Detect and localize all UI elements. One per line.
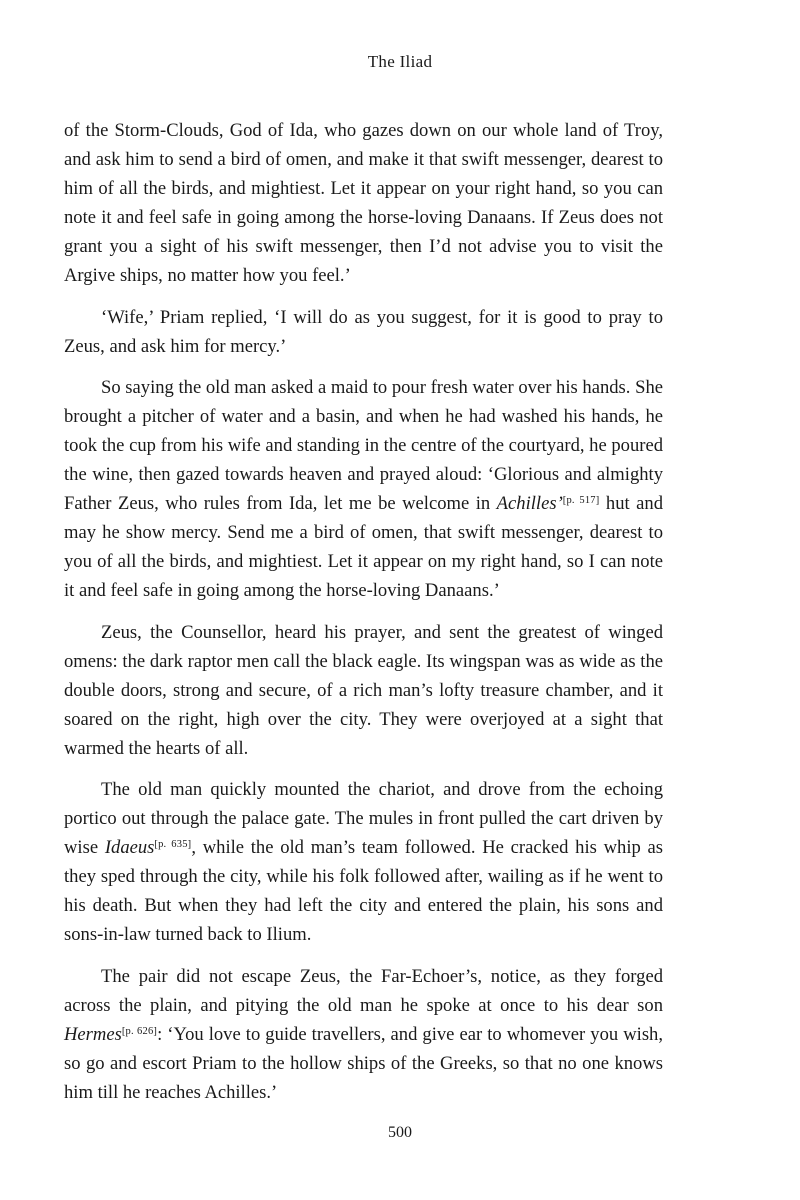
running-head-title: The Iliad xyxy=(367,52,433,71)
paragraph-5 xyxy=(64,775,663,950)
paragraph-6 xyxy=(64,962,663,1107)
paragraph-text: Zeus, the Counsellor, heard his prayer, and sent the greatest of winged omens: the dark raptor men call the black eagle. Its wingspan was as wide as the double doors, strong and secure, of a rich man’s lofty treasure chamber, and it soared on the right, high over the city. They were overjoyed at a sight that warmed the hearts of all. xyxy=(64,621,663,759)
paragraph-text: hut and may he show mercy. Send me a bird of omen, that swift messenger, dearest to you of all the birds, and mightiest. Let it appear on my right hand, so I can note it and feel safe in going among the horse-loving Danaans.’ xyxy=(64,493,663,602)
italic-name-link[interactable]: Idaeus xyxy=(104,837,155,859)
paragraph-text: So saying the old man asked a maid to pour fresh water over his hands. She brought a pitcher of water and a basin, and when he had washed his hands, he took the cup from his wife and standing in the centre of the courtyard, he poured the wine, then gazed towards heaven and prayed aloud: ‘Glorious and almighty Father Zeus, who rules from Ida, let me be welcome in xyxy=(64,376,663,515)
paragraph-3 xyxy=(64,373,663,606)
paragraph-2 xyxy=(64,303,663,361)
paragraph-text: The old man quickly mounted the chariot, and drove from the echoing portico out through the palace gate. The mules in front pulled the cart driven by wise xyxy=(64,778,663,859)
paragraph-text: : ‘You love to guide travellers, and give ear to whomever you wish, so go and escort Priam to the hollow ships of the Greeks, so that no one knows him till he reaches Achilles.’ xyxy=(64,1023,663,1103)
page-reference[interactable]: [p. 635] xyxy=(154,839,192,851)
page-reference[interactable]: [p. 626] xyxy=(121,1025,158,1037)
paragraph-text: , while the old man’s team followed. He cracked his whip as they sped through the city, while his folk followed after, wailing as if he went to his death. But when they had left the city and entered the plain, his sons and sons-in-law turned back to Ilium. xyxy=(64,837,664,946)
italic-name-link[interactable]: Hermes xyxy=(64,1023,122,1045)
italic-name-link[interactable]: Achilles’ xyxy=(496,493,563,515)
body-text xyxy=(64,116,663,1119)
paragraph-text: The pair did not escape Zeus, the Far-Echoer’s, notice, as they forged across the plain, and pitying the old man he spoke at once to his dear son xyxy=(64,965,663,1016)
paragraph-4 xyxy=(64,618,663,763)
paragraph-text: ‘Wife,’ Priam replied, ‘I will do as you suggest, for it is good to pray to Zeus, and ask him for mercy.’ xyxy=(64,306,663,357)
page-reference[interactable]: [p. 517] xyxy=(562,495,600,507)
paragraph-text: of the Storm-Clouds, God of Ida, who gazes down on our whole land of Troy, and ask him to send a bird of omen, and make it that swift messenger, dearest to him of all the birds, and mightiest. Let it appear on your right hand, so you can note it and feel safe in going among the horse-loving Danaans. If Zeus does not grant you a sight of his swift messenger, then I’d not advise you to visit the Argive ships, no matter how you feel.’ xyxy=(64,120,663,287)
page-number: 500 xyxy=(388,1124,412,1141)
paragraph-1 xyxy=(64,116,663,291)
